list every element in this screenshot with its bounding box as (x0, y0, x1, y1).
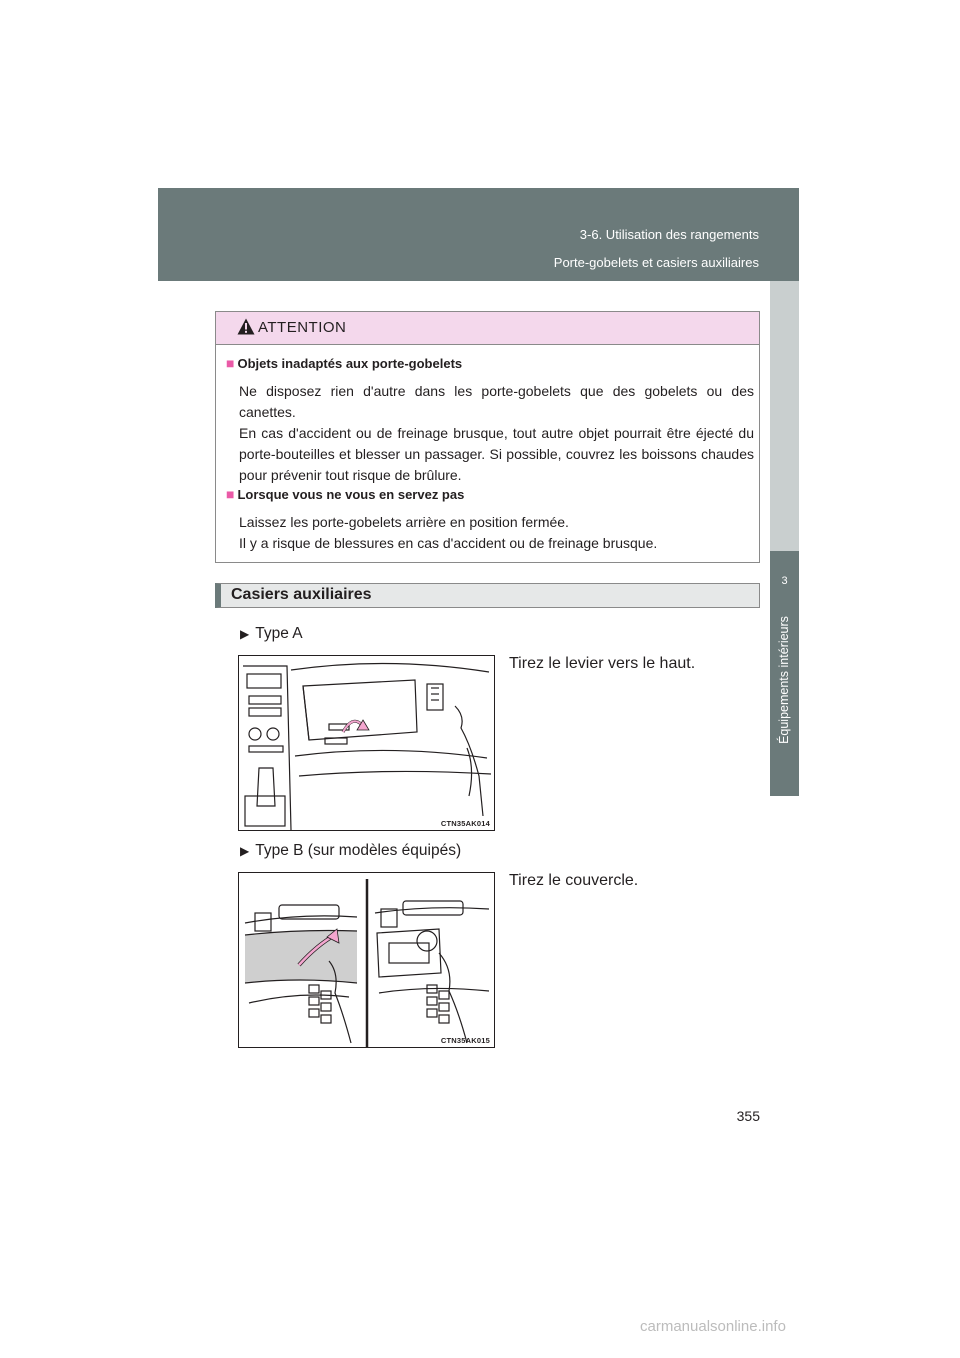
watermark: carmanualsonline.info (640, 1318, 786, 1335)
glovebox-illustration (239, 656, 494, 830)
warning-item-heading: ■ Lorsque vous ne vous en servez pas (226, 486, 465, 502)
warning-paragraph: Ne disposez rien d'autre dans les porte-gobelets que des gobelets ou des canettes. (239, 383, 754, 420)
warning-paragraph: Il y a risque de blessures en cas d'accident ou de freinage brusque. (239, 535, 658, 551)
chapter-label: Équipements intérieurs (777, 616, 791, 744)
page-number: 355 (736, 1108, 760, 1124)
warning-title: ATTENTION (258, 319, 347, 336)
bullet-square-icon: ■ (226, 486, 235, 502)
figure-code: CTN35AK014 (440, 819, 490, 828)
section-heading: Casiers auxiliaires (215, 583, 760, 608)
warning-box (215, 311, 760, 563)
section-title: 3-6. Utilisation des rangements (579, 227, 759, 242)
figure-glovebox-type-a (238, 655, 495, 831)
page-header (158, 188, 799, 281)
warning-header (216, 312, 759, 345)
chapter-number: 3 (781, 575, 788, 587)
type-a-instruction: Tirez le levier vers le haut. (509, 655, 696, 672)
bullet-square-icon: ■ (226, 355, 235, 371)
subsection-title: Porte-gobelets et casiers auxiliaires (553, 255, 759, 270)
storage-illustration (239, 873, 494, 1047)
triangle-bullet-icon: ▶ (240, 844, 250, 858)
side-tab-light (770, 281, 799, 551)
warning-item-heading: ■ Objets inadaptés aux porte-gobelets (226, 355, 463, 371)
type-b-label: ▶ Type B (sur modèles équipés) (240, 842, 462, 859)
type-a-label: ▶ Type A (240, 625, 303, 642)
figure-storage-type-b (238, 872, 495, 1048)
triangle-bullet-icon: ▶ (240, 627, 250, 641)
warning-paragraph: Laissez les porte-gobelets arrière en position fermée. (239, 514, 569, 530)
figure-code: CTN35AK015 (440, 1036, 490, 1045)
warning-triangle-icon (237, 318, 255, 335)
type-b-instruction: Tirez le couvercle. (509, 872, 639, 889)
warning-paragraph: En cas d'accident ou de freinage brusque, tout autre objet pourrait être éjecté du porte-bouteilles et blesser un passager. Si possible, couvrez les boissons chaudes pour prévenir tout risque de brûlure. (239, 425, 754, 483)
